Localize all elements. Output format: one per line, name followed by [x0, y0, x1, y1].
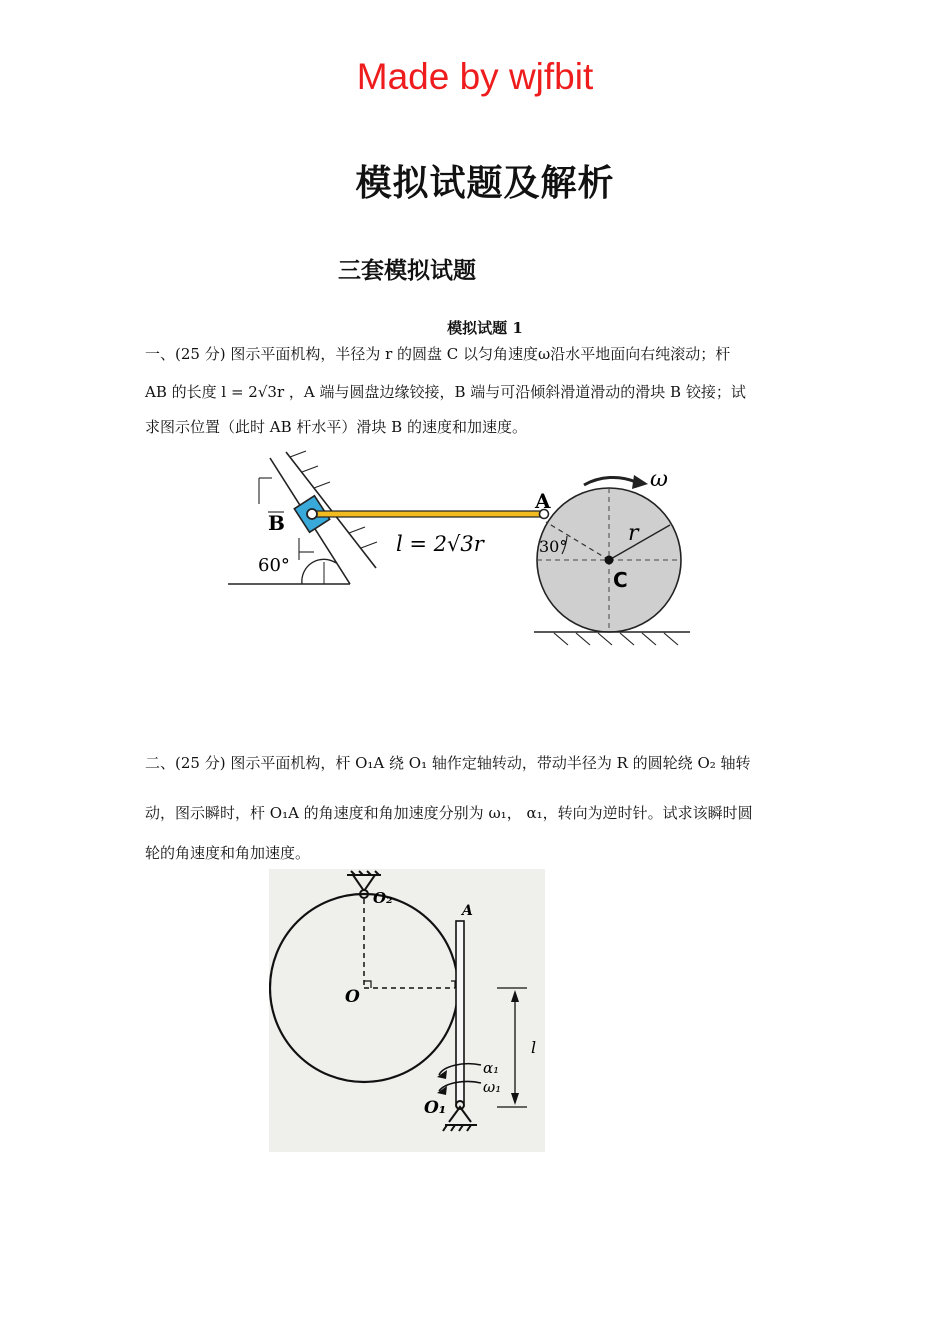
label-o1: O₁ [424, 1098, 447, 1118]
label-l: l [531, 1038, 537, 1057]
label-o: O [345, 987, 360, 1007]
q2-line-3: 轮的角速度和角加速度。 [145, 844, 311, 862]
label-omega1: ω₁ [483, 1078, 502, 1096]
label-r: r [628, 521, 639, 546]
q1-mechanism-figure [224, 450, 704, 660]
label-alpha1: α₁ [483, 1059, 500, 1077]
q1-line-2: AB 的长度 l = 2√3r ，A 端与圆盘边缘铰接，B 端与可沿倾斜滑道滑动的滑块 B 铰接；试 [145, 383, 746, 401]
page-title: 模拟试题及解析 [355, 163, 615, 204]
label-length: l = 2√3r [396, 532, 484, 556]
angle-60-arc [302, 559, 336, 584]
label-o2: O₂ [373, 889, 393, 907]
rod-o1a [456, 921, 464, 1103]
watermark: Made by wjfbit [356, 56, 594, 97]
q2-line-2: 动，图示瞬时，杆 O₁A 的角速度和角加速度分别为 ω₁， α₁，转向为逆时针。试求该瞬时圆 [145, 804, 753, 822]
label-omega: ω [650, 467, 668, 492]
q2-line-1: 二、(25 分) 图示平面机构，杆 O₁A 绕 O₁ 轴作定轴转动，带动半径为 R 的圆轮绕 O₂ 轴转 [145, 754, 751, 772]
label-a: A [462, 903, 473, 919]
rod-ab [312, 511, 544, 517]
pin-b [307, 509, 317, 519]
label-a: A [535, 489, 551, 513]
omega-arrow [584, 477, 636, 485]
section-title: 三套模拟试题 [338, 258, 476, 284]
label-angle-30: 30° [539, 537, 568, 556]
label-angle-60: 60° [258, 555, 290, 576]
exam-heading: 模拟试题 1 [447, 319, 523, 337]
label-c: C [613, 568, 628, 592]
center-c [605, 556, 614, 565]
q1-line-3: 求图示位置（此时 AB 杆水平）滑块 B 的速度和加速度。 [145, 418, 527, 436]
q1-line-1: 一、(25 分) 图示平面机构，半径为 r 的圆盘 C 以匀角速度ω沿水平地面向右纯滚动；杆 [145, 345, 731, 363]
floor-hatching [554, 633, 678, 645]
label-b: B [268, 511, 285, 535]
q2-mechanism-figure [269, 869, 545, 1152]
